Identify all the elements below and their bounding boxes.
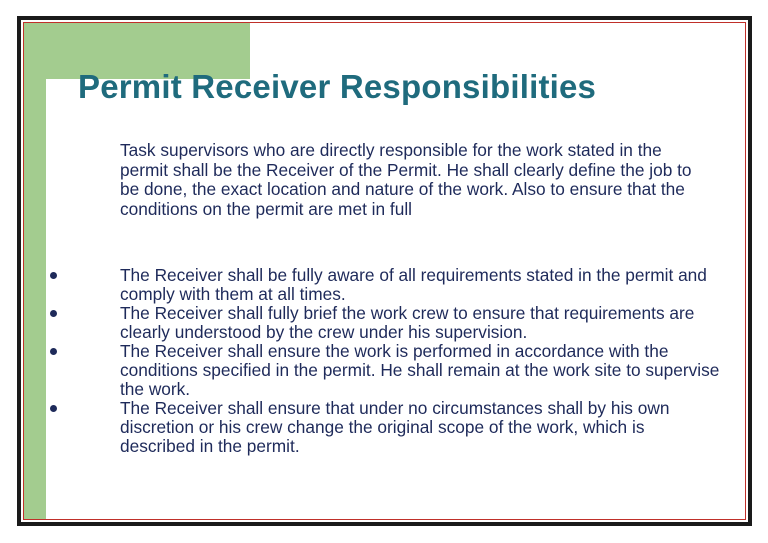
bullet-list [50, 266, 720, 456]
bullet-dot-icon [50, 272, 57, 279]
bullet-item [50, 266, 720, 304]
bullet-dot-icon [50, 310, 57, 317]
green-accent-bar-vertical [24, 23, 46, 519]
slide-title: Permit Receiver Responsibilities [78, 68, 597, 105]
bullet-item [50, 399, 720, 456]
bullet-item [50, 342, 720, 399]
intro-paragraph: Task supervisors who are directly responsible for the work stated in the permit shall be the Receiver of the Permit. He shall clearly define the job to be done, the exact location and nature of the work. Also to ensure that the conditions on the permit are met in full [120, 140, 692, 219]
bullet-text: The Receiver shall fully brief the work crew to ensure that requirements are clearly understood by the crew under his supervision. [120, 303, 695, 342]
bullet-text: The Receiver shall be fully aware of all requirements stated in the permit and comply with them at all times. [120, 265, 707, 304]
bullet-item [50, 304, 720, 342]
bullet-dot-icon [50, 348, 57, 355]
bullet-dot-icon [50, 405, 57, 412]
bullet-text: The Receiver shall ensure the work is performed in accordance with the conditions specified in the permit. He shall remain at the work site to supervise the work. [120, 341, 720, 399]
bullet-text: The Receiver shall ensure that under no circumstances shall by his own discretion or his crew change the original scope of the work, which is described in the permit. [120, 398, 670, 456]
